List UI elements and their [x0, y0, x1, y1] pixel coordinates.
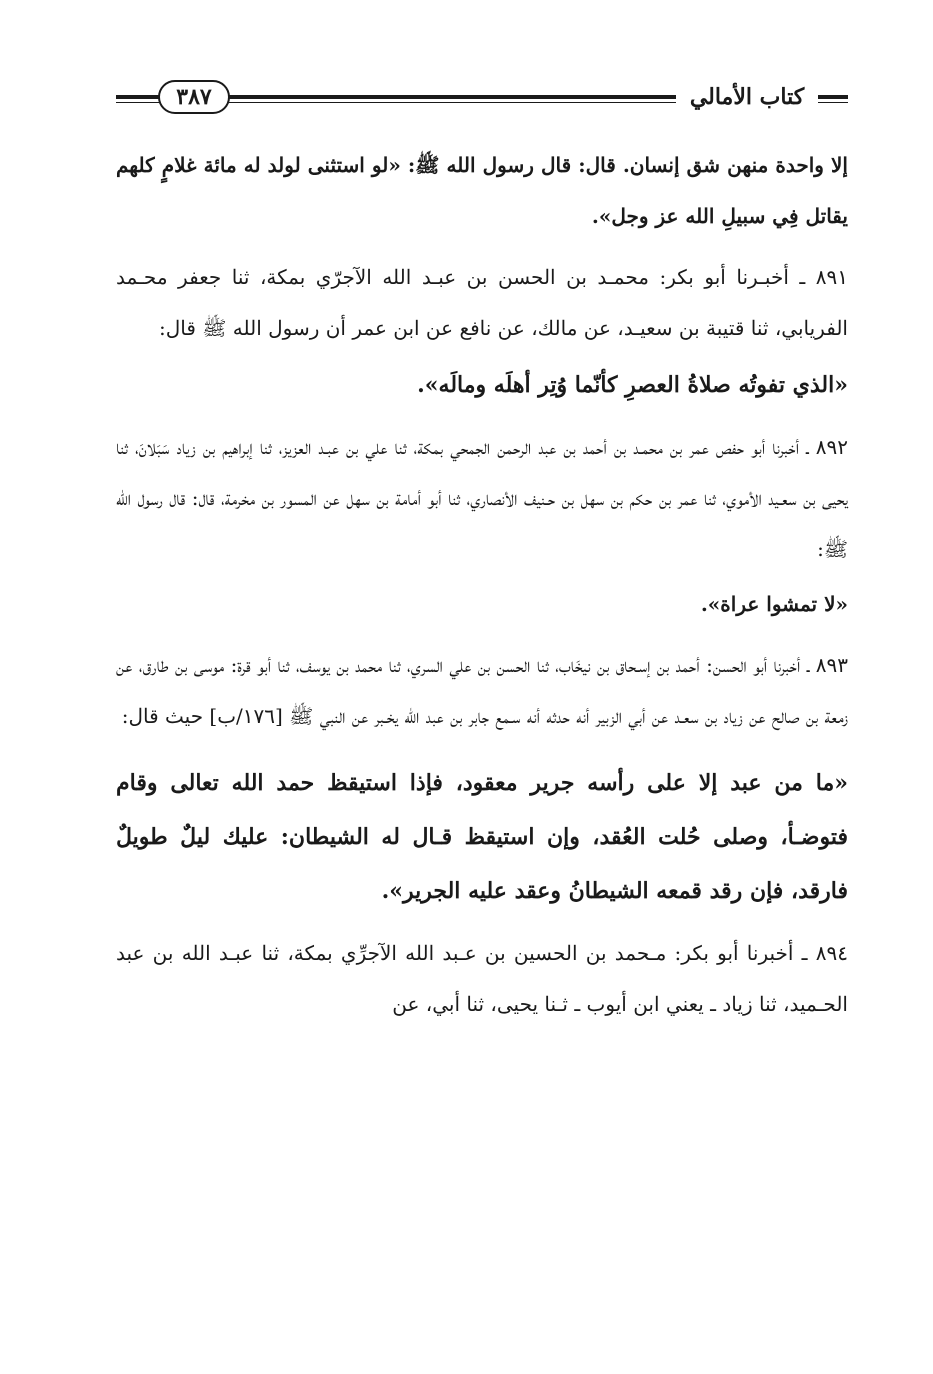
- header-rule-middle: [228, 95, 676, 103]
- page-body: [116, 140, 848, 1030]
- paragraph-892-isnad: ٨٩٢ ـ أخبرنا أبو حفص عمر بن محمـد بن أحمد بن عبد الرحمن الجمحي بمكة، ثنا علي بن عبـد العزيز، ثنا إبراهيم بن زياد سَبَلانَ، ثنا يحيى بن سعـيد الأموي، ثنا عمر بن حكم بن سهل بن حـنيف الأنصاري، ثنا أبو أمامة بن سهل عن المسور بن مخرمة، قال: قال رسول الله ﷺ:: [116, 435, 848, 561]
- paragraph-892-matn: «لا تمشوا عراة».: [700, 592, 848, 616]
- paragraph-hadith-end: إلا واحدة منهن شق إنسان. قال: قال رسول الله ﷺ: «لو استثنى لولد له مائة غلامٍ كلهم يقاتل فِي سبيلِ الله عز وجل».: [116, 153, 848, 228]
- running-title: كتاب الأمالي: [689, 84, 805, 110]
- paragraph-891-isnad: ٨٩١ ـ أخبـرنا أبو بكر: محمـد بن الحسن بن عبـد الله الآجرّي بمكة، ثنا جعفر محـمد الفريابي، ثنا قتيبة بن سعيـد، عن مالك، عن نافع عن ابن عمر أن رسول الله ﷺ قال:: [116, 265, 848, 340]
- paragraph-893-matn: «ما من عبد إلا على رأسه جرير معقود، فإذا استيقظ حمد الله تعالى وقام فتوضـأ، وصلى حُلت العُقد، وإن استيقظ قـال له الشيطان: عليك ليلٌ طويلٌ فارقد، فإن رقد قمعه الشيطانُ وعقد عليه الجرير».: [116, 770, 848, 904]
- header-rule-right: [818, 95, 848, 103]
- page-number-badge: ٣٨٧: [158, 80, 230, 114]
- paragraph-893-isnad: ٨٩٣ ـ أخبرنا أبو الحسن: أحمد بن إسـحاق بن نيخَاب، ثنا الحسن بن علي السري، ثنا محمد بن يوسف، ثنا أبو قرة: موسى بن طارق، عن زمعة بن صالح عن زياد بن سعـد عن أبي الزبير أنه حدثه أنه سـمع جابر بن عبد الله يخـبر عن النبي ﷺ [١٧٦/ب] حيث قال:: [116, 653, 848, 728]
- page-header: [110, 76, 848, 120]
- header-rule-left: [116, 95, 160, 103]
- paragraph-894-isnad: ٨٩٤ ـ أخبرنا أبو بكر: مـحمد بن الحسين بن عـبد الله الآجرِّي بمكة، ثنا عبـد الله بن عبد الحـميد، ثنا زياد ـ يعني ابن أيوب ـ ثـنا يحيى، ثنا أبي، عن: [116, 941, 848, 1016]
- paragraph-891-matn: «الذي تفوتُه صلاةُ العصرِ كأنّما وُتِر أهلَه ومالَه».: [417, 372, 848, 398]
